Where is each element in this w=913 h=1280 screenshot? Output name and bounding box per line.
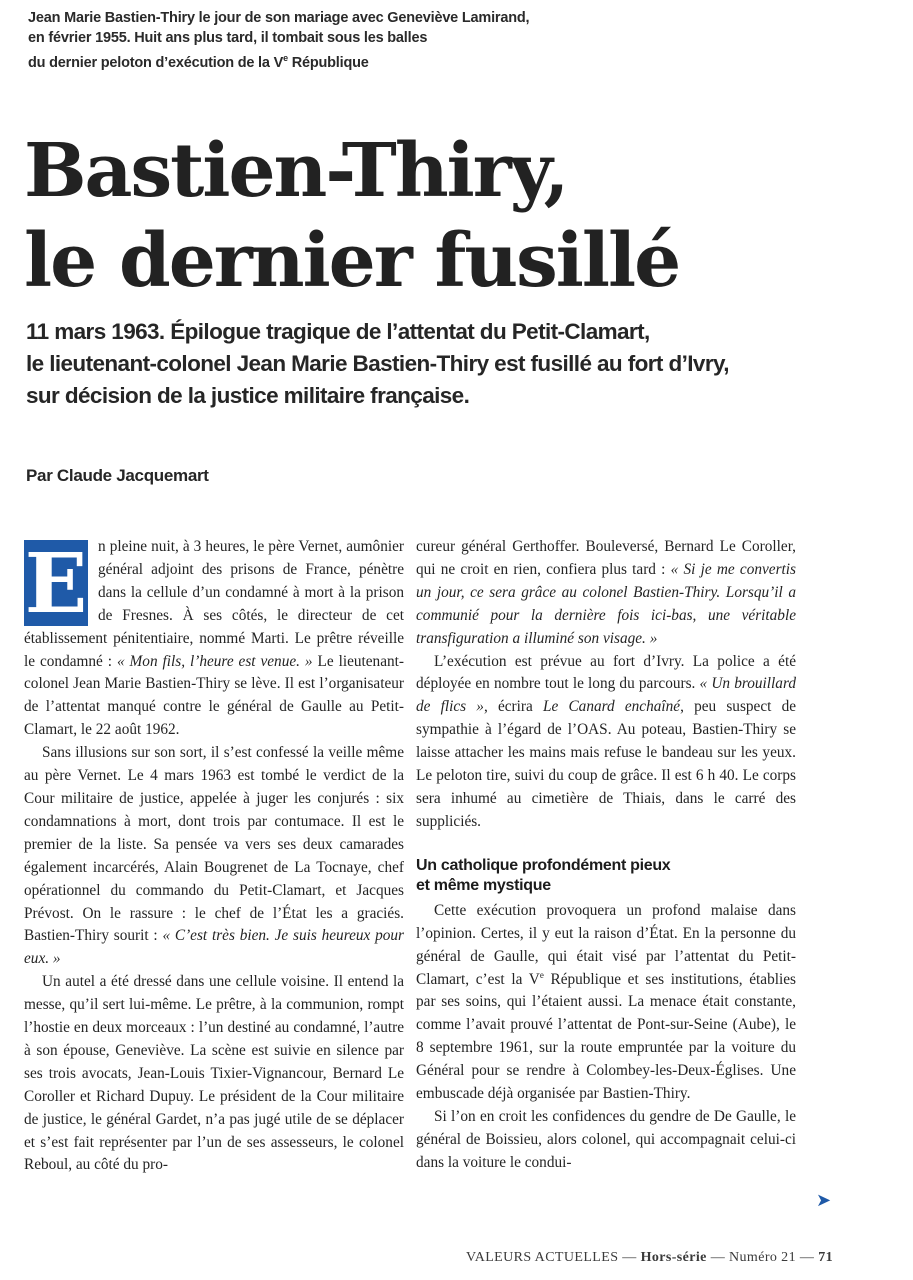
text-run: Sans illusions sur son sort, il s’est confessé la veille même au père Vernet. Le 4 mars 1963 est tombé le verdict de la Cour militaire de justice, appelée à juger les conjurés : six condamnations à mort, dont trois par contumace. Il est le premier de la liste. Sa pensée va vers ses deux camarades également incarcérés, Alain Bougrenet de La Tocnaye, chef opérationnel du commando du Petit-Clamart, et Jacques Prévost. On le rassure : le chef de l’État les a graciés. Bastien-Thiry sourit : bbox=[24, 744, 404, 945]
section-subhead bbox=[416, 856, 796, 896]
issue-number: Numéro 21 bbox=[729, 1250, 796, 1265]
separator: — bbox=[706, 1250, 729, 1265]
text-run: , peu suspect de sympathie à l’égard de l’OAS. Au poteau, Bastien-Thiry se laisse attacher les mains mais refuse le bandeau sur les yeux. Le peloton tire, suivi du coup de grâce. Il est 6 h 40. Le corps sera inhumé au cimetière de Thiais, dans le carré des suppliciés. bbox=[416, 698, 797, 830]
byline: Par Claude Jacquemart bbox=[26, 466, 209, 485]
caption-text: du dernier peloton d’exécution de la V bbox=[28, 54, 284, 71]
page-number: 71 bbox=[818, 1250, 833, 1265]
deck-line: le lieutenant-colonel Jean Marie Bastien-Thiry est fusillé au fort d’Ivry, bbox=[26, 351, 729, 376]
subhead-line: et même mystique bbox=[416, 876, 551, 894]
paragraph bbox=[416, 900, 796, 1106]
deck-line: sur décision de la justice militaire française. bbox=[26, 383, 470, 408]
caption-text: République bbox=[287, 54, 369, 71]
caption-line: Jean Marie Bastien-Thiry le jour de son mariage avec Geneviève Lamirand, bbox=[28, 10, 530, 26]
text-run: n pleine nuit, à 3 heures, le père Vernet, aumônier général adjoint des prisons de France, pénètre dans la cellule d’un condamné à mort à la prison de Fresnes. À ses côtés, le directeur de cet établissement pénitentiaire, nommé Marti. Le prêtre réveille le condamné : bbox=[24, 538, 404, 670]
drop-cap: E bbox=[24, 536, 88, 632]
photo-caption bbox=[28, 8, 588, 73]
separator: — bbox=[618, 1250, 641, 1265]
quote: « Un brouillard de flics » bbox=[416, 675, 796, 716]
right-column bbox=[416, 536, 796, 1175]
left-column bbox=[24, 536, 404, 1177]
article-title bbox=[24, 126, 884, 306]
caption-line bbox=[28, 48, 588, 73]
superscript: e bbox=[539, 969, 544, 980]
title-line: le dernier fusillé bbox=[24, 218, 680, 304]
article-deck bbox=[26, 316, 886, 412]
arrow-right-icon: ➤ bbox=[816, 1190, 832, 1211]
quote: « C’est très bien. Je suis heureux pour eux. » bbox=[24, 927, 405, 968]
paragraph bbox=[24, 536, 404, 742]
text-run: République et ses institutions, établies par ses soins, qui l’étaient aussi. La menace était constante, comme l’avait prouvé l’attentat de Pont-sur-Seine (Aube), le 8 septembre 1961, sur la route empruntée par la voiture du Général pour se rendre à Colombey-les-Deux-Églises. Une embuscade déjà organisée par Bastien-Thiry. bbox=[416, 970, 796, 1103]
paragraph bbox=[24, 742, 404, 971]
text-run: , écrira bbox=[483, 698, 543, 716]
newspaper-name: Le Canard enchaîné bbox=[542, 698, 681, 716]
caption-superscript: e bbox=[283, 53, 288, 63]
magazine-name: VALEURS ACTUELLES bbox=[466, 1250, 619, 1265]
quote: « Mon fils, l’heure est venue. » bbox=[116, 652, 313, 670]
text-run: L’exécution est prévue au fort d’Ivry. La police a été déployée en nombre tout le long du parcours. bbox=[416, 652, 796, 693]
text-run: Cette exécution provoquera un profond malaise dans l’opinion. Certes, il y eut la raison d’État. En la personne du général de Gaulle, qui était visé par l’attentat du Petit-Clamart, c’est la V bbox=[416, 901, 796, 988]
paragraph bbox=[416, 651, 796, 834]
deck-line: 11 mars 1963. Épilogue tragique de l’attentat du Petit-Clamart, bbox=[26, 319, 650, 344]
text-run: Le lieutenant-colonel Jean Marie Bastien-Thiry se lève. Il est l’organisateur de l’attentat manqué contre le général de Gaulle au Petit-Clamart, le 22 août 1962. bbox=[24, 652, 404, 739]
paragraph: Un autel a été dressé dans une cellule voisine. Il entend la messe, qu’il sert lui-même. Le prêtre, à la communion, rompt l’hostie en deux morceaux : l’un destiné au condamné, l’autre à son épouse, Geneviève. La scène est suivie en silence par ses trois avocats, Jean-Louis Tixier-Vignancour, Bernard Le Coroller et Richard Dupuy. Le président de la Cour militaire de justice, le général Gardet, n’a pas jugé utile de se déplacer et s’est fait représenter par l’un de ses assesseurs, le colonel Reboul, au côté du pro- bbox=[24, 973, 404, 1174]
page-footer bbox=[466, 1250, 886, 1266]
text-run: cureur général Gerthoffer. Bouleversé, Bernard Le Coroller, qui ne croit en rien, confiera plus tard : bbox=[416, 538, 796, 578]
paragraph bbox=[416, 536, 796, 651]
paragraph: Si l’on en croit les confidences du gendre de De Gaulle, le général de Boissieu, alors colonel, qui accompagnait celui-ci dans la voiture le condui- bbox=[416, 1107, 796, 1171]
subhead-line: Un catholique profondément pieux bbox=[416, 856, 671, 874]
title-line: Bastien-Thiry, bbox=[24, 128, 568, 214]
caption-line: en février 1955. Huit ans plus tard, il tombait sous les balles bbox=[28, 30, 428, 46]
quote: « Si je me convertis un jour, ce sera grâce au colonel Bastien-Thiry. Lorsqu’il a communié pour la dernière fois ici-bas, une véritable transfiguration a illuminé son visage. » bbox=[416, 560, 796, 647]
separator: — bbox=[795, 1250, 819, 1265]
issue-type: Hors-série bbox=[640, 1250, 707, 1265]
